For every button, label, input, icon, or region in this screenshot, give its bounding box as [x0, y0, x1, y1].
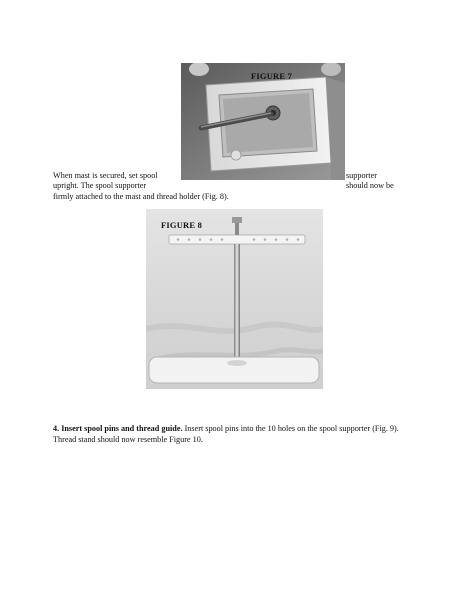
paragraph-1-line-1-right: supporter — [346, 171, 377, 180]
figure-8-image — [146, 209, 323, 389]
figure-7-photo — [181, 63, 345, 180]
paragraph-2 — [53, 424, 418, 445]
paragraph-1-line-2-right: should now be — [346, 181, 394, 190]
paragraph-1-line-3: firmly attached to the mast and thread holder (Fig. 8). — [53, 192, 229, 201]
figure-8-label: FIGURE 8 — [161, 220, 203, 230]
paragraph-1-line-1-left: When mast is secured, set spool — [53, 171, 158, 180]
paragraph-1-line-2-left: upright. The spool supporter — [53, 181, 147, 190]
step-4-body: Insert spool pins into the 10 holes on the spool supporter (Fig. 9). Thread stand should now resemble Figure 10. — [53, 424, 399, 444]
step-4-heading: 4. Insert spool pins and thread guide. — [53, 424, 183, 433]
figure-8-photo — [146, 209, 323, 389]
figure-7-label: FIGURE 7 — [251, 71, 293, 81]
